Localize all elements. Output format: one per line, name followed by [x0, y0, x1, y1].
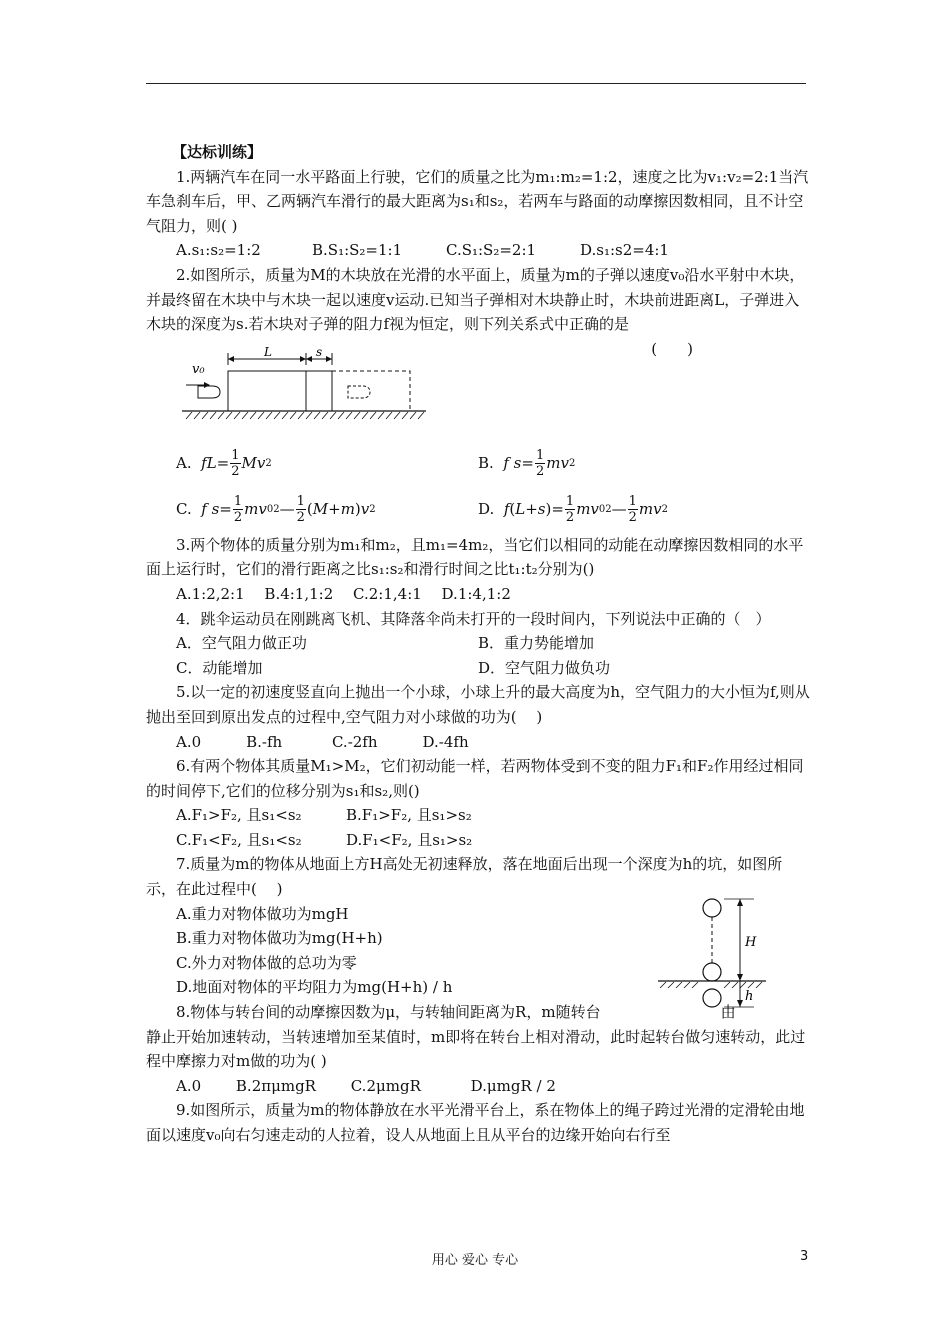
s-label: s — [316, 344, 323, 359]
q7-option-c: C.外力对物体做的总功为零 — [176, 953, 357, 972]
q2-option-a: A. fL = $\frac{1}{2}$ Mv 2 — [176, 448, 272, 480]
section-title: 【达标训练】 — [172, 143, 263, 161]
q2-options-row-2 — [146, 487, 811, 533]
q7-option-a: A.重力对物体做功为mgH — [176, 904, 349, 923]
q6-option-b: B.F₁>F₂, 且s₁>s₂ — [346, 806, 472, 825]
L-label: L — [264, 344, 272, 359]
ground-hatch — [660, 982, 762, 988]
question-6-text: 6.有两个物体其质量M₁>M₂，它们初动能一样，若两物体受到不变的阻力F₁和F₂作用经过相同的时间停下,它们的位移分别为s₁和s₂,则() — [146, 757, 804, 800]
bullet-left-icon — [198, 386, 220, 398]
header-rule — [146, 83, 806, 84]
bullet-block-diagram — [178, 345, 458, 435]
q1-option-d: D.s₁:s2=4:1 — [580, 241, 669, 260]
question-5-options: A.0 B.-fh C.-2fh D.-4fh — [176, 732, 469, 751]
q4-options-row-2 — [146, 656, 811, 681]
ball-ground-icon — [703, 963, 721, 981]
question-9-text: 9.如图所示，质量为m的物体静放在水平光滑平台上，系在物体上的绳子跨过光滑的定滑轮由地面以速度v₀向右匀速走动的人拉着，设人从地面上且从平台的边缘开始向右行至 — [146, 1101, 805, 1144]
bullet-inside-icon — [348, 386, 370, 398]
q4-option-c: C．动能增加 — [176, 658, 263, 677]
ball-top-icon — [703, 899, 721, 917]
question-1-text: 1.两辆汽车在同一水平路面上行驶，它们的质量之比为m₁:m₂=1:2，速度之比为v₁:v₂=2:1当汽车急刹车后，甲、乙两辆汽车滑行的最大距离为s₁和s₂，若两车与路面的动摩擦因数相同，且不计空气阻力，则( ) — [146, 167, 809, 235]
question-8-text-cont: 静止开始加速转动，当转速增加至某值时，m即将在转台上相对滑动，此时起转台做匀速转动，此过程中摩擦力对m做的功为( ) — [146, 1027, 806, 1071]
q2-option-b: B. f s = $\frac{1}{2}$ mv 2 — [478, 448, 576, 480]
page-footer: 用心 爱心 专心 — [431, 1253, 519, 1268]
question-8-text — [146, 1000, 811, 1025]
q2-diagram — [146, 345, 811, 435]
question-3-text: 3.两个物体的质量分别为m₁和m₂，且m₁=4m₂，当它们以相同的动能在动摩擦因数相同的水平面上运行时，它们的滑行距离之比s₁:s₂和滑行时间之比t₁:t₂分别为() — [146, 535, 804, 579]
q1-option-a: A.s₁:s₂=1:2 — [176, 241, 261, 260]
q4-option-b: B．重力势能增加 — [478, 634, 595, 653]
q4-option-a: A．空气阻力做正功 — [176, 634, 307, 653]
question-3-options: A.1:2,2:1 B.4:1,1:2 C.2:1,4:1 D.1:4,1:2 — [176, 584, 511, 603]
falling-ball-diagram — [654, 894, 774, 1014]
q6-option-d: D.F₁<F₂, 且s₁>s₂ — [346, 830, 473, 849]
question-6-options-row-2 — [146, 828, 811, 853]
question-5-text: 5.以一定的初速度竖直向上抛出一个小球，小球上升的最大高度为h，空气阻力的大小恒为f,则从抛出至回到原出发点的过程中,空气阻力对小球做的功为( ) — [146, 683, 810, 726]
q2-answer-paren: ( ) — [651, 339, 693, 358]
q1-option-c: C.S₁:S₂=2:1 — [446, 241, 537, 260]
h-label: h — [745, 988, 754, 1004]
q7-option-b: B.重力对物体做功为mg(H+h) — [176, 929, 383, 948]
q2-option-c: C. f s = $\frac{1}{2}$ mv 0 2 — $\frac{1}{2}$ ( M + m ) v 2 — [176, 494, 376, 526]
q7-option-d: D.地面对物体的平均阻力为mg(H+h) / h — [176, 978, 453, 997]
q2-options-row-1 — [146, 441, 811, 487]
q2-option-d: D. f ( L + s )= $\frac{1}{2}$ mv 0 2 — $\frac{1}{2}$ mv 2 — [478, 494, 668, 526]
H-label: H — [745, 934, 757, 950]
q6-option-a: A.F₁>F₂, 且s₁<s₂ — [176, 806, 302, 825]
q2-body: 2.如图所示，质量为M的木块放在光滑的水平面上，质量为m的子弹以速度v₀沿水平射中木块，并最终留在木块中与木块一起以速度v运动.已知当子弹相对木块静止时，木块前进距离L，子弹进入木块的深度为s.若木块对子弹的阻力f视为恒定，则下列关系式中正确的是 — [146, 265, 805, 334]
ground-hatch — [186, 412, 424, 419]
block-final — [332, 371, 410, 411]
question-2-text — [146, 263, 811, 358]
question-6-options-row-1 — [146, 803, 811, 828]
page-number: 3 — [800, 1249, 809, 1264]
q7-block — [146, 902, 811, 1004]
q8-text-part-2: 由 — [720, 1003, 736, 1022]
question-1-options — [146, 238, 811, 263]
q4-options-row-1 — [146, 631, 811, 656]
q4-option-d: D．空气阻力做负功 — [478, 658, 611, 677]
question-8-options: A.0 B.2πμmgR C.2μmgR D.μmgR / 2 — [176, 1076, 556, 1095]
block-initial — [228, 371, 332, 411]
question-7-text: 7.质量为m的物体从地面上方H高处无初速释放，落在地面后出现一个深度为h的坑，如图所示，在此过程中( ) — [146, 855, 783, 899]
page-content — [146, 140, 811, 1148]
q6-option-c: C.F₁<F₂, 且s₁<s₂ — [176, 830, 302, 849]
q8-text-part-1: 8.物体与转台间的动摩擦因数为μ，与转轴间距离为R，m随转台 — [176, 1003, 601, 1022]
v0-label: v₀ — [192, 361, 205, 377]
q1-option-b: B.S₁:S₂=1:1 — [312, 241, 403, 260]
question-4-text: 4．跳伞运动员在刚跳离飞机、其降落伞尚未打开的一段时间内，下列说法中正确的（ ） — [176, 609, 771, 628]
